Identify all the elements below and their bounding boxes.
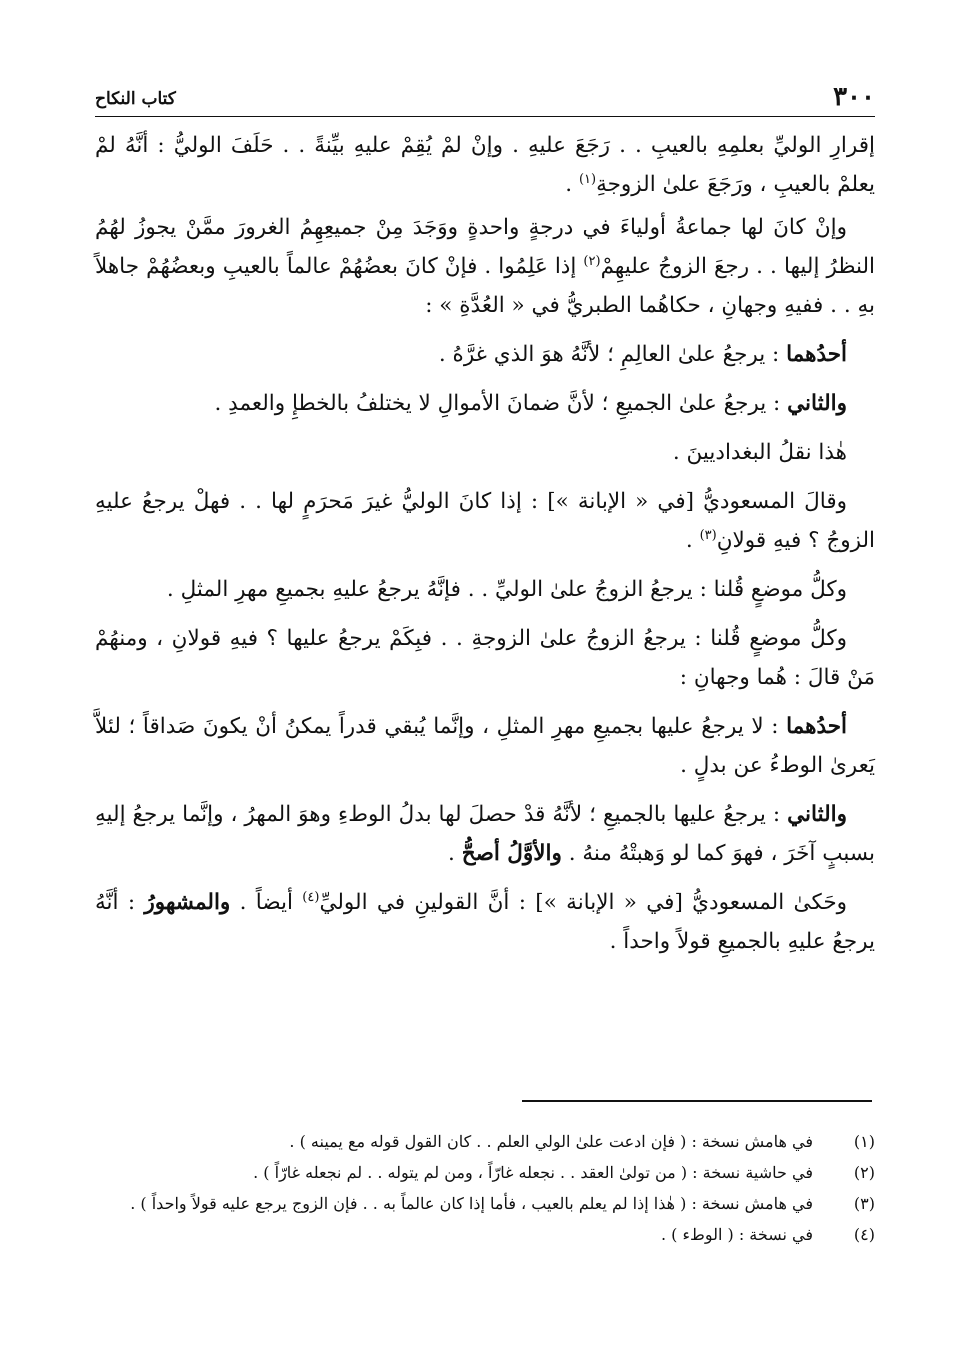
footnote-text: في هامش نسخة : ( هٰذا إذا لم يعلم بالعيب ، فأما إذا كان عالماً به . . فإن الزوج يرجع عليه قولاً واحداً ) . — [130, 1194, 813, 1213]
paragraph-7 — [95, 570, 875, 609]
paragraph-4 — [95, 384, 875, 423]
paragraph-text: وإنْ كانَ لها جماعةُ أولياءَ في درجةٍ واحدةٍ ووَجَدَ مِنْ جميعِهِمُ الغرورَ ممَّنْ يجوزُ لهُمُ النظرُ إليها . . رجعَ الزوجُ عليهِمْ — [95, 215, 875, 279]
page-number: ٣٠٠ — [833, 82, 875, 112]
paragraph-8 — [95, 619, 875, 697]
main-text — [95, 126, 875, 971]
paragraph-tail: . — [565, 172, 579, 197]
emphasis-text: والأوَّلُ أصحُّ — [461, 841, 562, 866]
paragraph-text: وكلُّ موضعٍ قُلنا : يرجعُ الزوجُ علىٰ الزوجةِ . . فبِكَمْ يرجعُ عليها ؟ فيهِ قولانِ ، ومنهُمْ مَنْ قالَ : هُما وجهانِ : — [95, 626, 875, 690]
paragraph-text: : يرجعُ علىٰ الجميعِ ؛ لأنَّ ضمانَ الأموالِ لا يختلفُ بالخطإِ والعمدِ . — [214, 391, 788, 416]
paragraph-2 — [95, 208, 875, 325]
paragraph-1 — [95, 126, 875, 204]
page-header — [95, 80, 875, 114]
paragraph-text: وكلُّ موضعٍ قُلنا : يرجعُ الزوجُ علىٰ الوليِّ . . فإنَّهُ يرجعُ عليهِ بجميعِ مهرِ المثلِ . — [166, 577, 847, 602]
paragraph-text: : يرجعُ علىٰ العالِمِ ؛ لأنَّهُ هوَ الذي غرَّهُ . — [438, 342, 787, 367]
footnote-3 — [95, 1190, 875, 1218]
paragraph-tail: . — [448, 841, 462, 866]
footnote-number: (٣) — [853, 1194, 875, 1213]
paragraph-5 — [95, 433, 875, 472]
paragraph-text: هٰذا نقلُ البغداديينَ . — [672, 440, 847, 465]
paragraph-text: : يرجعُ عليها بالجميعِ ؛ لأنَّهُ قدْ حصلَ لها بدلُ الوطءِ وهوَ المهرُ ، وإنَّما يرجعُ إليهِ بسببٍ آخَرَ ، فهوَ كما لو وَهبتْهُ منهُ . — [95, 802, 875, 866]
paragraph-11 — [95, 883, 875, 961]
paragraph-text-continued: إذا عَلِمُوا . فإنْ كانَ بعضُهُمْ عالماً بالعيبِ وبعضُهُمْ جاهلاً بهِ . . ففيهِ وجهانِ ، حكاهُما الطبريُّ في « العُدَّةِ » : — [95, 254, 875, 318]
paragraph-tail: . — [685, 528, 700, 553]
paragraph-text: وقالَ المسعوديُّ [في « الإبانة »] : إذا كانَ الوليُّ غيرَ مَحرَمٍ لها . . فهلْ يرجعُ عليهِ الزوجُ ؟ فيهِ قولانِ — [95, 489, 875, 553]
footnote-2 — [95, 1159, 875, 1187]
paragraph-text-end: : أنَّهُ يرجعُ عليهِ بالجميعِ قولاً واحداً . — [95, 890, 875, 954]
footnote-number: (٢) — [853, 1163, 875, 1182]
footnote-number: (٤) — [853, 1225, 875, 1244]
running-title: كتاب النكاح — [95, 89, 176, 109]
footnotes — [95, 1128, 875, 1252]
paragraph-3 — [95, 335, 875, 374]
footnote-marker[interactable]: (٣) — [699, 527, 717, 543]
footnote-text: في حاشية نسخة : ( من تولىٰ العقد . . نجعله غارّاً ، ومن لم يتوله . . لم نجعله غارّاً ) . — [253, 1163, 813, 1182]
paragraph-6 — [95, 482, 875, 560]
paragraph-text: وحَكىٰ المسعوديُّ [في « الإبانة »] : أنَّ القولينِ في الوليِّ — [319, 890, 847, 915]
footnote-marker[interactable]: (٢) — [583, 253, 601, 269]
paragraph-text-continued: أيضاً . — [230, 890, 303, 915]
paragraph-9 — [95, 707, 875, 785]
header-divider — [95, 116, 875, 117]
footnote-divider — [522, 1100, 872, 1102]
footnote-1 — [95, 1128, 875, 1156]
footnote-marker[interactable]: (٤) — [302, 889, 320, 905]
lead-term: أحدُهما — [786, 342, 847, 367]
footnote-number: (١) — [853, 1132, 875, 1151]
footnote-4 — [95, 1221, 875, 1249]
lead-term: والثاني — [787, 391, 847, 416]
lead-term: والثاني — [787, 802, 847, 827]
paragraph-10 — [95, 795, 875, 873]
footnote-text: في هامش نسخة : ( فإن ادعت علىٰ الولي العلم . . كان القول قوله مع يمينه ) . — [289, 1132, 813, 1151]
paragraph-text: : لا يرجعُ عليها بجميعِ مهرِ المثلِ ، وإنَّما يُبقي قدراً يمكنُ أنْ يكونَ صَداقاً ؛ لئلاَّ يَعرىٰ الوطءُ عن بدلٍ . — [95, 714, 875, 778]
footnote-text: في نسخة : ( الوطء ) . — [661, 1225, 813, 1244]
emphasis-text: والمشهورُ — [144, 890, 231, 915]
footnote-marker[interactable]: (١) — [578, 171, 597, 187]
lead-term: أحدُهما — [786, 714, 847, 739]
paragraph-text: إقرارِ الوليِّ بعلمِهِ بالعيبِ . . رَجَعَ عليهِ . وإنْ لمْ يُقِمْ عليهِ بيِّنةً . . حَلَفَ الوليُّ : أنَّهُ لمْ يعلمْ بالعيبِ ، ورَجَعَ علىٰ الزوجةِ — [95, 133, 875, 197]
